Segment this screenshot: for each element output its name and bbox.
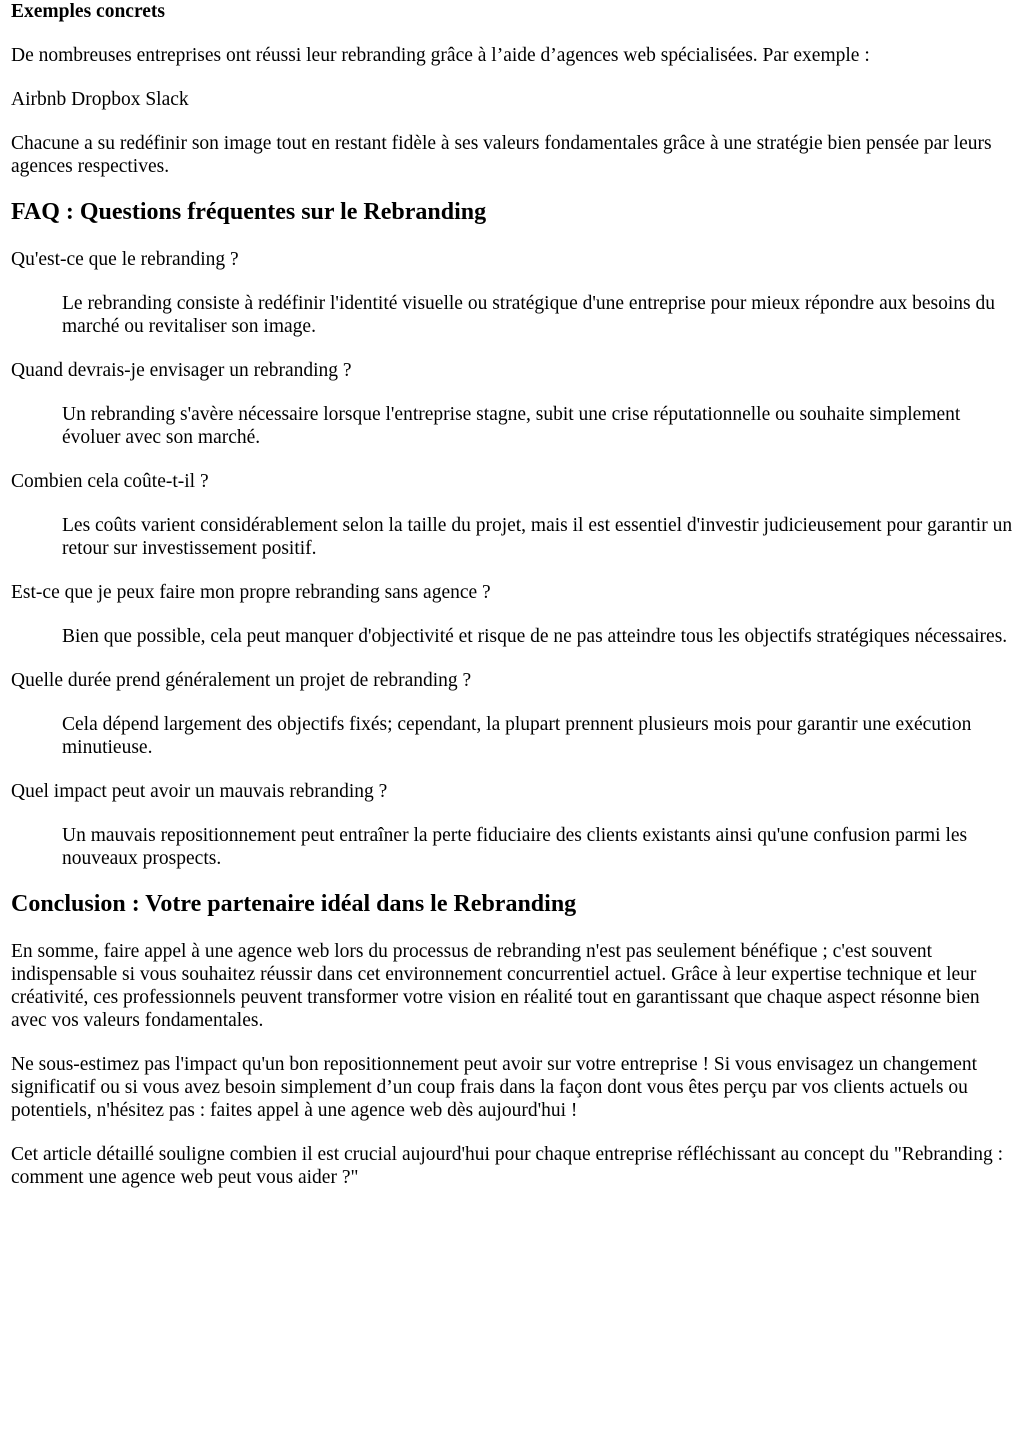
conclusion-paragraph: Ne sous-estimez pas l'impact qu'un bon repositionnement peut avoir sur votre entreprise ! Si vous envisagez un changement significatif ou si vous avez besoin simplement d’un coup frais dans la façon dont vous êtes perçu par vos clients actuels ou potentiels, n'hésitez pas : faites appel à une agence web dès aujourd'hui ! xyxy=(11,1054,978,1121)
faq-answer: Les coûts varient considérablement selon la taille du projet, mais il est essentiel d'investir judicieusement pour garantir un retour sur investissement positif. xyxy=(62,515,1013,559)
faq-answer: Bien que possible, cela peut manquer d'objectivité et risque de ne pas atteindre tous les objectifs stratégiques nécessaires. xyxy=(62,626,1008,647)
conclusion-paragraph: En somme, faire appel à une agence web lors du processus de rebranding n'est pas seulement bénéfique ; c'est souvent indispensable si vous souhaitez réussir dans cet environnement concurrentiel actuel. Grâce à leur expertise technique et leur créativité, ces professionnels peuvent transformer votre vision en réalité tout en garantissant que chaque aspect résonne bien avec vos valeurs fondamentales. xyxy=(11,941,980,1031)
faq-answer: Cela dépend largement des objectifs fixés; cependant, la plupart prennent plusieurs mois pour garantir une exécution minutieuse. xyxy=(62,714,972,758)
faq-answer: Le rebranding consiste à redéfinir l'identité visuelle ou stratégique d'une entreprise pour mieux répondre aux besoins du marché ou revitaliser son image. xyxy=(62,293,995,337)
faq-question: Qu'est-ce que le rebranding ? xyxy=(11,249,239,270)
faq-answer: Un mauvais repositionnement peut entraîner la perte fiduciaire des clients existants ainsi qu'une confusion parmi les nouveaux prospects. xyxy=(62,825,968,869)
faq-answer: Un rebranding s'avère nécessaire lorsque l'entreprise stagne, subit une crise réputationnelle ou souhaite simplement évoluer avec son marché. xyxy=(62,404,961,448)
conclusion-paragraph: Cet article détaillé souligne combien il est crucial aujourd'hui pour chaque entreprise réfléchissant au concept du "Rebranding : comment une agence web peut vous aider ?" xyxy=(11,1144,1004,1188)
conclusion-heading: Conclusion : Votre partenaire idéal dans le Rebranding xyxy=(11,891,577,917)
faq-section xyxy=(11,198,1013,870)
examples-intro: De nombreuses entreprises ont réussi leur rebranding grâce à l’aide d’agences web spécialisées. Par exemple : xyxy=(11,45,870,66)
faq-list xyxy=(11,248,1013,870)
faq-question: Quand devrais-je envisager un rebranding ? xyxy=(11,360,352,381)
faq-question: Quelle durée prend généralement un projet de rebranding ? xyxy=(11,670,472,691)
examples-section xyxy=(11,0,1013,178)
conclusion-section xyxy=(11,890,1013,1189)
faq-question: Combien cela coûte-t-il ? xyxy=(11,471,209,492)
examples-companies: Airbnb Dropbox Slack xyxy=(11,89,189,110)
faq-question: Est-ce que je peux faire mon propre rebranding sans agence ? xyxy=(11,582,491,603)
faq-heading: FAQ : Questions fréquentes sur le Rebranding xyxy=(11,199,487,225)
examples-heading: Exemples concrets xyxy=(11,1,165,22)
examples-summary: Chacune a su redéfinir son image tout en restant fidèle à ses valeurs fondamentales grâce à une stratégie bien pensée par leurs agences respectives. xyxy=(11,133,992,177)
faq-question: Quel impact peut avoir un mauvais rebranding ? xyxy=(11,781,388,802)
